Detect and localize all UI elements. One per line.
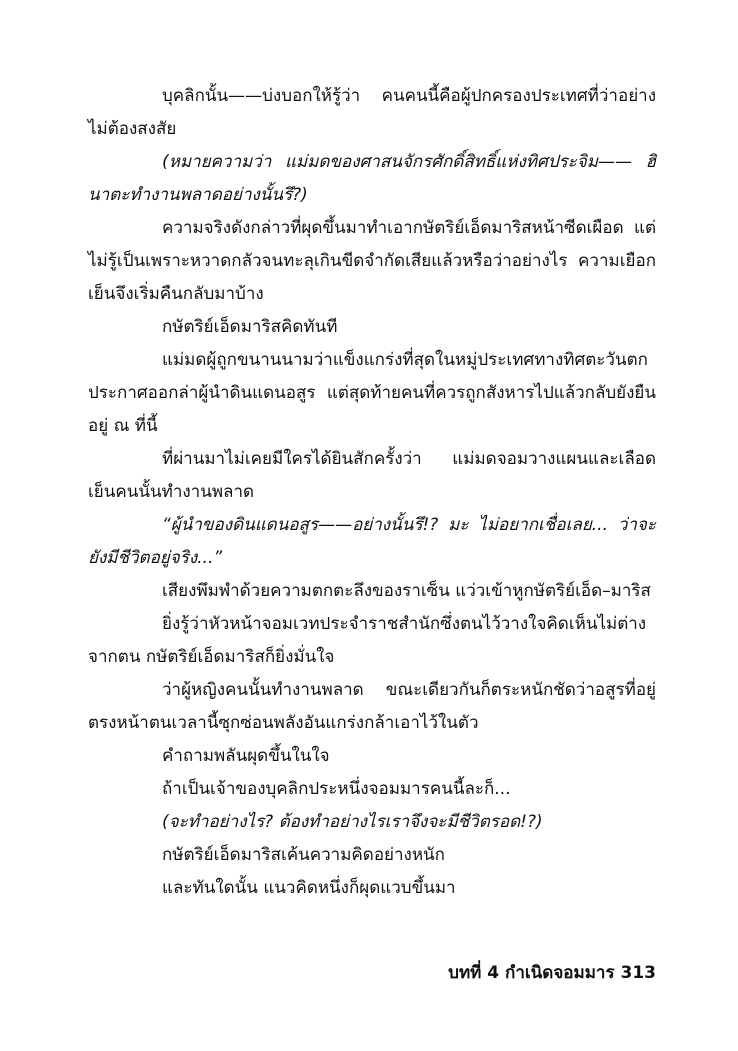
body-text — [88, 80, 656, 905]
paragraph-12: ถ้าเป็นเจ้าของบุคลิกประหนึ่งจอมมารคนนี้ละก็... — [162, 779, 511, 799]
paragraph-8: เสียงพึมพำด้วยความตกตะลึงของราเซ็น แว่วเข้าหูกษัตริย์เอ็ด–มาริส — [162, 581, 651, 601]
paragraph-4: กษัตริย์เอ็ดมาริสคิดทันที — [162, 317, 338, 337]
page-footer: บทที่ 4 กำเนิดจอมมาร 313 — [448, 963, 656, 983]
paragraph-1: บุคลิกนั้น——บ่งบอกให้รู้ว่า คนคนนี้คือผู้ปกครองประเทศที่ว่าอย่างไม่ต้องสงสัย — [88, 86, 656, 139]
paragraph-2-thought: (หมายความว่า แม่มดของศาสนจักรศักดิ์สิทธิ์แห่งทิศประจิม—— ฮินาตะทำงานพลาดอย่างนั้นรึ?) — [88, 152, 656, 205]
paragraph-5: แม่มดผู้ถูกขนานนามว่าแข็งแกร่งที่สุดในหมู่ประเทศทางทิศตะวันตก ประกาศออกล่าผู้นำดินแดนอสูร แต่สุดท้ายคนที่ควรถูกสังหารไปแล้วกลับยังยืนอยู่ ณ ที่นี้ — [88, 350, 656, 436]
paragraph-11: คำถามพลันผุดขึ้นในใจ — [162, 746, 330, 766]
paragraph-10: ว่าผู้หญิงคนนั้นทำงานพลาด ขณะเดียวกันก็ตระหนักชัดว่าอสูรที่อยู่ตรงหน้าตนเวลานี้ซุกซ่อนพลังอันแกร่งกล้าเอาไว้ในตัว — [88, 680, 656, 733]
paragraph-7-dialogue: “ผู้นำของดินแดนอสูร——อย่างนั้นรึ!? มะ ไม่อยากเชื่อเลย... ว่าจะยังมีชีวิตอยู่จริง...” — [88, 515, 656, 568]
paragraph-9: ยิ่งรู้ว่าหัวหน้าจอมเวทประจำราชสำนักซึ่งตนไว้วางใจคิดเห็นไม่ต่างจากตน กษัตริย์เอ็ดมาริสก็ยิ่งมั่นใจ — [88, 614, 647, 667]
paragraph-13-thought: (จะทำอย่างไร? ต้องทำอย่างไรเราจึงจะมีชีวิตรอด!?) — [162, 812, 543, 832]
paragraph-3: ความจริงดังกล่าวที่ผุดขึ้นมาทำเอากษัตริย์เอ็ดมาริสหน้าซีดเผือด แต่ไม่รู้เป็นเพราะหวาดกลัวจนทะลุเกินขีดจำกัดเสียแล้วหรือว่าอย่างไร ความเยือกเย็นจึงเริ่มคืนกลับมาบ้าง — [88, 218, 656, 304]
paragraph-14: กษัตริย์เอ็ดมาริสเค้นความคิดอย่างหนัก — [162, 845, 445, 865]
paragraph-15: และทันใดนั้น แนวคิดหนึ่งก็ผุดแวบขึ้นมา — [162, 878, 456, 898]
paragraph-6: ที่ผ่านมาไม่เคยมีใครได้ยินสักครั้งว่า แม่มดจอมวางแผนและเลือดเย็นคนนั้นทำงานพลาด — [88, 449, 656, 502]
